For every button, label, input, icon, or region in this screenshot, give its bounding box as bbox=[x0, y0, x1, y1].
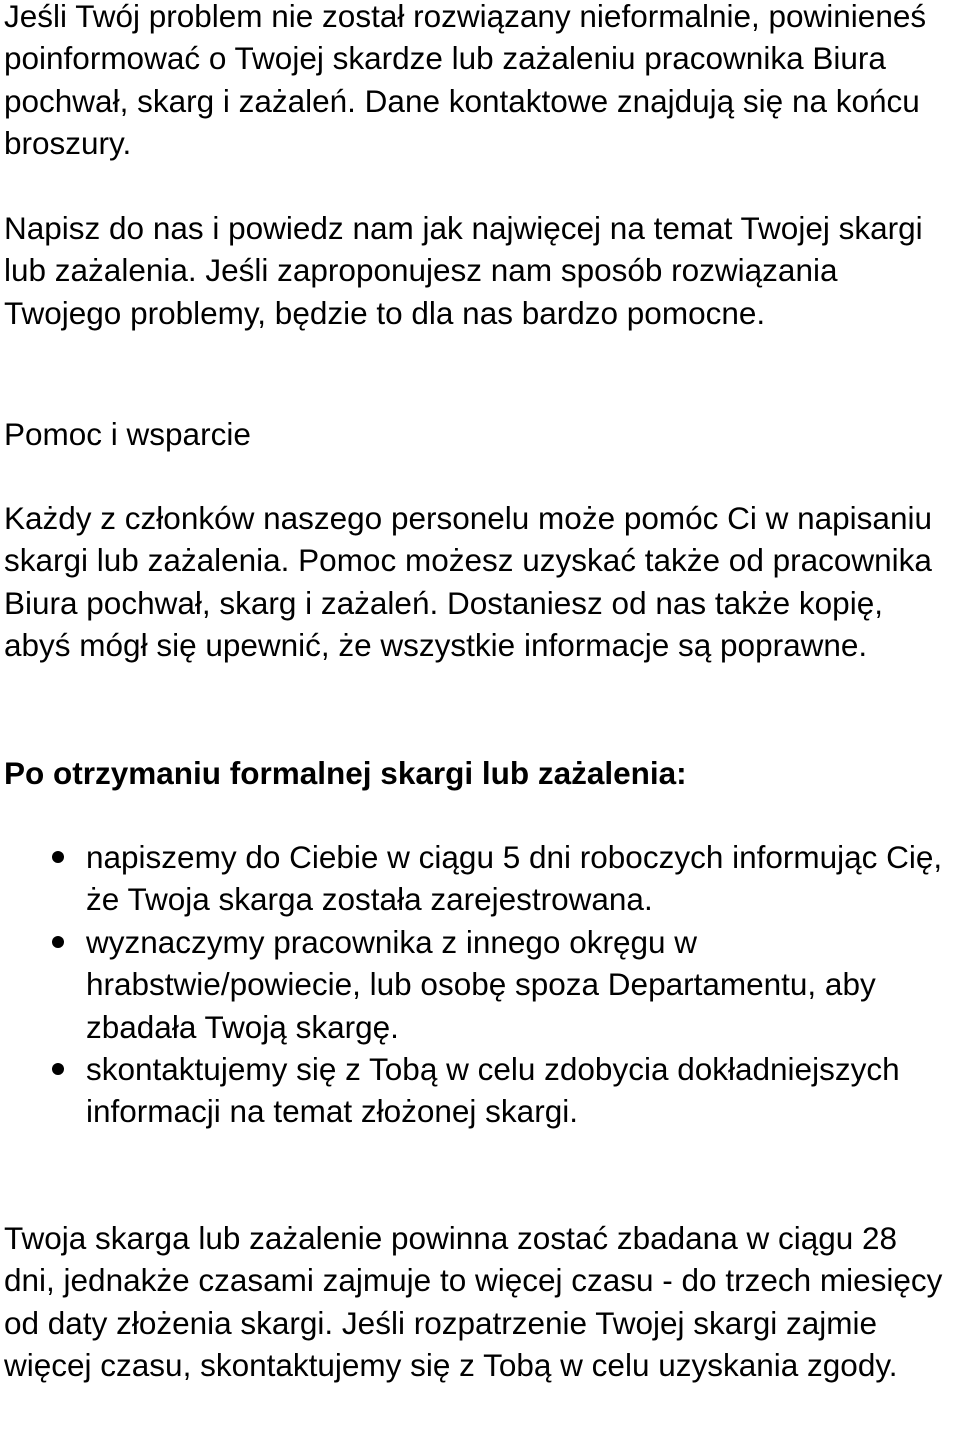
paragraph-staff-help: Każdy z członków naszego personelu może pomóc Ci w napisaniu skargi lub zażalenia. Pomoc możesz uzyskać także od pracownika Biura pochwał, skarg i zażaleń. Dostaniesz od nas także kopię, abyś mógł się upewnić, że wszystkie informacje są poprawne. bbox=[4, 500, 932, 664]
bullet-icon bbox=[52, 851, 64, 863]
heading-support: Pomoc i wsparcie bbox=[4, 416, 251, 452]
bullet-icon bbox=[52, 1063, 64, 1075]
paragraph-informal-resolution: Jeśli Twój problem nie został rozwiązany nieformalnie, powinieneś poinformować o Twojej skardze lub zażaleniu pracownika Biura pochwał, skarg i zażaleń. Dane kontaktowe znajdują się na końcu broszury. bbox=[4, 0, 927, 162]
list-item bbox=[4, 1048, 956, 1133]
list-item-text: wyznaczymy pracownika z innego okręgu w hrabstwie/powiecie, lub osobę spoza Departamentu, aby zbadała Twoją skargę. bbox=[86, 923, 876, 1045]
list-item-text: napiszemy do Ciebie w ciągu 5 dni roboczych informując Cię, że Twoja skarga została zarejestrowana. bbox=[86, 839, 943, 918]
heading-after-receipt: Po otrzymaniu formalnej skargi lub zażalenia: bbox=[4, 755, 687, 791]
paragraph-write-to-us: Napisz do nas i powiedz nam jak najwięcej na temat Twojej skargi lub zażalenia. Jeśli zaproponujesz nam sposób rozwiązania Twojego problemy, będzie to dla nas bardzo pomocne. bbox=[4, 210, 923, 331]
list-item bbox=[4, 836, 956, 921]
paragraph-investigation-time: Twoja skarga lub zażalenie powinna zostać zbadana w ciągu 28 dni, jednakże czasami zajmuje to więcej czasu - do trzech miesięcy od daty złożenia skargi. Jeśli rozpatrzenie Twojej skargi zajmie więcej czasu, skontaktujemy się z Tobą w celu uzyskania zgody. bbox=[4, 1220, 943, 1384]
bullet-icon bbox=[52, 936, 64, 948]
bullet-list bbox=[4, 836, 956, 1133]
list-item-text: skontaktujemy się z Tobą w celu zdobycia dokładniejszych informacji na temat złożonej skargi. bbox=[86, 1051, 900, 1130]
list-item bbox=[4, 921, 956, 1048]
